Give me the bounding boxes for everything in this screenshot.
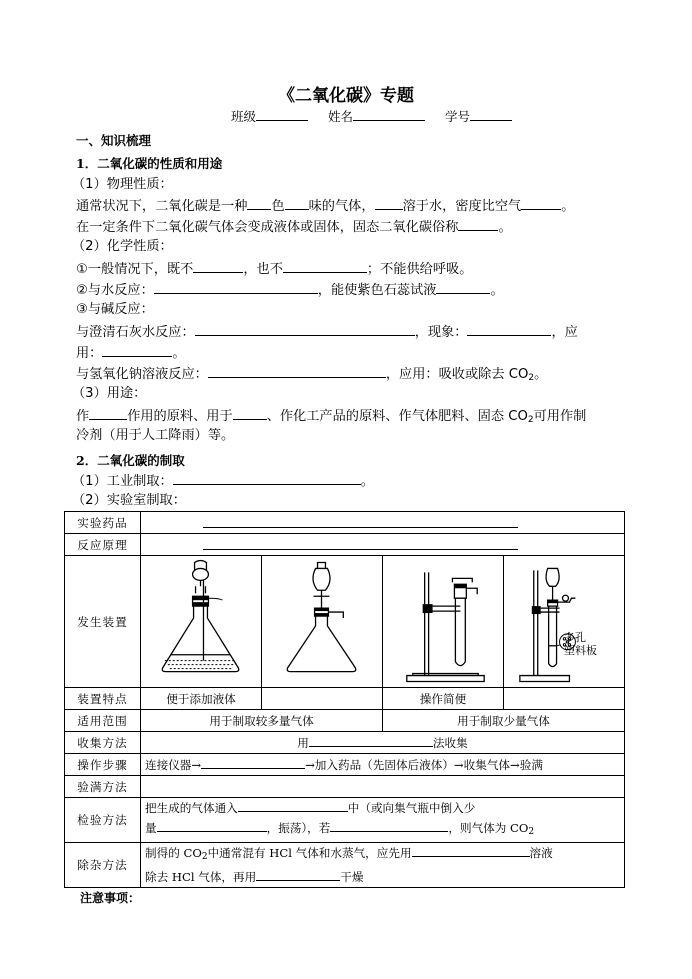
kipp-like-apparatus-icon xyxy=(504,556,624,687)
blank-color[interactable] xyxy=(247,197,271,210)
name-label: 姓名 xyxy=(327,109,353,124)
feature-4 xyxy=(504,688,625,710)
label-reagents: 实验药品 xyxy=(65,512,141,534)
row-test: 检验方法 把生成的气体通入 中（或向集气瓶中倒入少 量 ，振荡），若 ，则气体为 CO2 xyxy=(65,798,625,843)
class-field[interactable] xyxy=(256,108,308,121)
label-full-check: 验满方法 xyxy=(65,776,141,798)
blank-purify-solution[interactable] xyxy=(412,844,530,857)
scope-right: 用于制取少量气体 xyxy=(383,710,625,732)
phys-line-1: 通常状况下，二氧化碳是一种 色 味的气体， 溶于水，密度比空气 。 xyxy=(76,199,575,214)
blank-purify-dryer[interactable] xyxy=(256,868,340,881)
phys-line-2: 在一定条件下二氧化碳气体会变成液体或固体，固态二氧化碳俗称 。 xyxy=(76,220,512,235)
row-reagents xyxy=(65,512,625,534)
label-features: 装置特点 xyxy=(65,688,141,710)
label-principle: 反应原理 xyxy=(65,534,141,556)
blank-test-result[interactable] xyxy=(330,819,448,832)
row-purify: 除杂方法 制得的 CO2中通常混有 HCl 气体和水蒸气，应先用 溶液 除去 HCl 气体，再用 干燥 xyxy=(65,843,625,888)
notes-heading: 注意事项： xyxy=(80,891,141,905)
label-steps: 操作步骤 xyxy=(65,754,141,776)
blank-phenomenon[interactable] xyxy=(467,323,551,336)
page-title: 《二氧化碳》专题 xyxy=(278,86,414,106)
student-info xyxy=(231,108,512,125)
scope-left: 用于制取较多量气体 xyxy=(141,710,383,732)
lab-prep-table xyxy=(64,511,625,888)
row-collection: 收集方法 用 法收集 xyxy=(65,732,625,754)
phys-label: （1）物理性质： xyxy=(72,177,173,192)
blank-support[interactable] xyxy=(283,260,367,273)
feature-3: 操作简便 xyxy=(383,688,504,710)
row-steps: 操作步骤 连接仪器→ →加入药品（先固体后液体）→收集气体→验满 xyxy=(65,754,625,776)
plate-caption xyxy=(564,631,597,657)
prep-lab: （2）实验室制取： xyxy=(72,493,186,508)
chem-line-4: 与澄清石灰水反应： ，现象： ，应 xyxy=(76,325,578,340)
full-check-answer[interactable] xyxy=(141,776,625,798)
row-features xyxy=(65,688,625,710)
class-label: 班级 xyxy=(231,109,257,124)
chem-label: （2）化学性质： xyxy=(72,239,173,254)
blank-limewater-reaction[interactable] xyxy=(195,323,415,336)
blank-burn[interactable] xyxy=(193,260,243,273)
apparatus-4 xyxy=(504,556,625,688)
chem-line-5: 用： 。 xyxy=(76,346,186,361)
use-line-2: 冷剂（用于人工降雨）等。 xyxy=(76,428,235,443)
feature-1: 便于添加液体 xyxy=(141,688,262,710)
row-principle xyxy=(65,534,625,556)
id-label: 学号 xyxy=(444,109,470,124)
apparatus-2 xyxy=(262,556,383,688)
prep-industrial: （1）工业制取： 。 xyxy=(72,474,374,489)
blank-reagents[interactable] xyxy=(203,515,518,528)
plate-label-1: 多孔 xyxy=(564,631,586,644)
use-label: （3）用途： xyxy=(72,386,147,401)
separatory-funnel-flask-icon xyxy=(262,556,382,687)
plate-label-2: 塑料板 xyxy=(564,644,597,657)
name-field[interactable] xyxy=(353,108,425,121)
blank-collection[interactable] xyxy=(309,734,433,747)
test-tube-stand-icon xyxy=(383,556,503,687)
section-knowledge: 一、知识梳理 xyxy=(76,133,152,148)
row-scope xyxy=(65,710,625,732)
label-test: 检验方法 xyxy=(65,798,141,843)
blank-use-2[interactable] xyxy=(233,407,267,420)
label-apparatus: 发生装置 xyxy=(65,556,141,688)
subsection-preparation: 2．二氧化碳的制取 xyxy=(76,453,185,468)
id-field[interactable] xyxy=(470,108,512,121)
blank-water-reaction[interactable] xyxy=(154,281,318,294)
blank-use-1[interactable] xyxy=(89,407,127,420)
blank-litmus[interactable] xyxy=(436,281,490,294)
row-full-check xyxy=(65,776,625,798)
blank-naoh-reaction[interactable] xyxy=(208,365,386,378)
blank-solubility[interactable] xyxy=(375,197,403,210)
blank-smell[interactable] xyxy=(285,197,309,210)
blank-step[interactable] xyxy=(201,756,305,769)
label-purify: 除杂方法 xyxy=(65,843,141,888)
chem-line-1: ①一般情况下，既不 ，也不 ；不能供给呼吸。 xyxy=(76,262,473,277)
label-collection: 收集方法 xyxy=(65,732,141,754)
subsection-properties: 1．二氧化碳的性质和用途 xyxy=(76,156,223,171)
chem-line-6: 与氢氧化钠溶液反应： ，应用：吸收或除去 CO2。 xyxy=(76,367,548,383)
blank-density[interactable] xyxy=(521,197,561,210)
blank-test-reagent[interactable] xyxy=(238,799,348,812)
blank-dry-ice[interactable] xyxy=(458,218,498,231)
chem-line-3: ③与碱反应： xyxy=(76,302,154,317)
use-line-1: 作 作用的原料、用于 、作化工产品的原料、作气体肥料、固态 CO2可用作制 xyxy=(76,409,587,425)
feature-2 xyxy=(262,688,383,710)
apparatus-3 xyxy=(383,556,504,688)
blank-principle[interactable] xyxy=(203,537,518,550)
chem-line-2: ②与水反应： ，能使紫色石蕊试液 。 xyxy=(76,283,504,298)
label-scope: 适用范围 xyxy=(65,710,141,732)
apparatus-1 xyxy=(141,556,262,688)
blank-application[interactable] xyxy=(102,344,172,357)
blank-test-amount[interactable] xyxy=(157,819,267,832)
flask-funnel-icon xyxy=(141,556,261,687)
row-apparatus xyxy=(65,556,625,688)
blank-industrial[interactable] xyxy=(173,472,361,485)
